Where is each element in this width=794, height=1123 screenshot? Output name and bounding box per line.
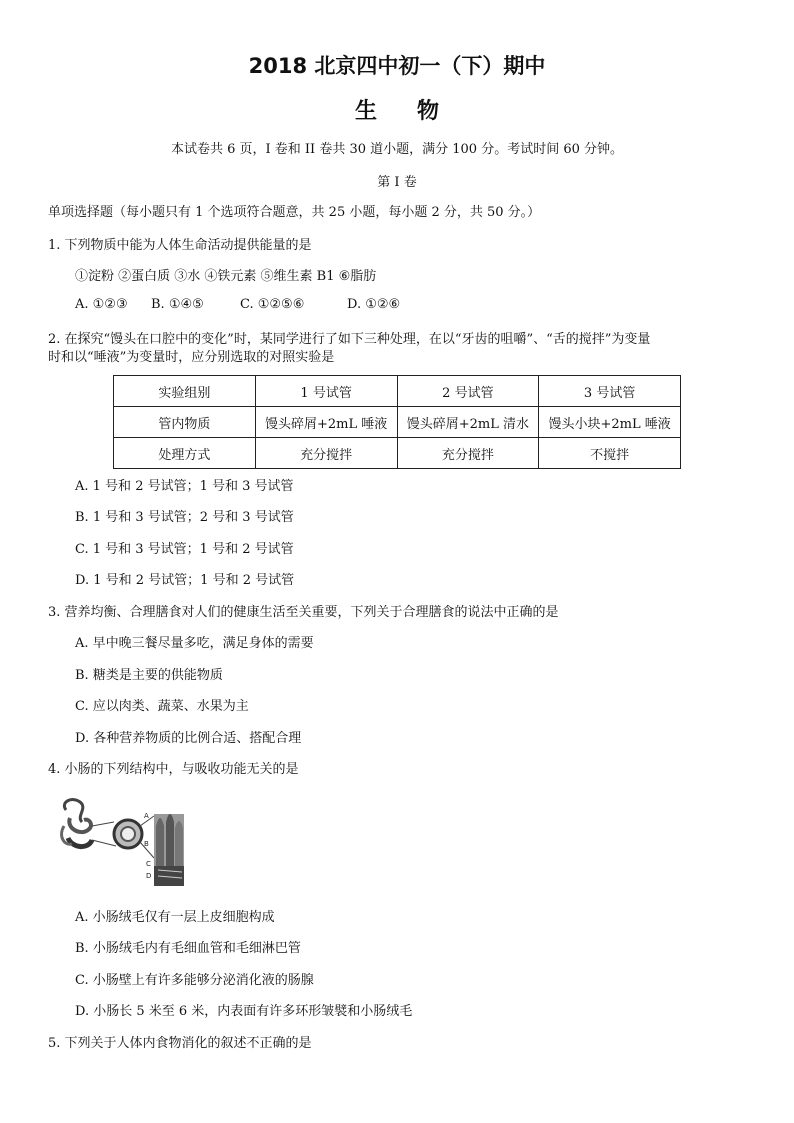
q3-option-c[interactable]: C. 应以肉类、蔬菜、水果为主 [75,699,249,714]
q3-option-d[interactable]: D. 各种营养物质的比例合适、搭配合理 [75,731,302,746]
q3-option-a[interactable]: A. 早中晚三餐尽量多吃，满足身体的需要 [75,636,314,651]
q1-items: ①淀粉 ②蛋白质 ③水 ④铁元素 ⑤维生素 B1 ⑥脂肪 [75,269,377,284]
table-cell: 充分搅拌 [397,438,539,469]
q2-stem-line2: 时和以“唾液”为变量时，应分别选取的对照实验是 [48,350,335,365]
small-intestine-illustration [58,796,186,888]
table-header-row [114,376,681,407]
exam-title: 2018 北京四中初一（下）期中 [248,54,546,78]
table-cell: 实验组别 [114,376,256,407]
table-cell: 馒头小块+2mL 唾液 [539,407,681,438]
exam-intro: 本试卷共 6 页，I 卷和 II 卷共 30 道小题，满分 100 分。考试时间 60 分钟。 [170,142,624,157]
table-row [114,407,681,438]
small-intestine-figure [58,796,186,888]
figure-label-c: C [146,860,151,868]
q4-option-b[interactable]: B. 小肠绒毛内有毛细血管和毛细淋巴管 [75,941,301,956]
q4-option-d[interactable]: D. 小肠长 5 米至 6 米，内表面有许多环形皱襞和小肠绒毛 [75,1004,413,1019]
figure-label-d: D [146,872,152,880]
q4-stem: 4. 小肠的下列结构中，与吸收功能无关的是 [48,762,299,777]
table-cell: 馒头碎屑+2mL 唾液 [255,407,397,438]
table-row [114,438,681,469]
table-cell: 1 号试管 [255,376,397,407]
q5-stem: 5. 下列关于人体内食物消化的叙述不正确的是 [48,1036,312,1051]
table-cell: 处理方式 [114,438,256,469]
q1-option-d[interactable]: D. ①②⑥ [347,297,401,312]
q1-option-b[interactable]: B. ①④⑤ [151,297,204,312]
q4-option-a[interactable]: A. 小肠绒毛仅有一层上皮细胞构成 [75,910,275,925]
section-instruction: 单项选择题（每小题只有 1 个选项符合题意，共 25 小题，每小题 2 分，共 50 分。） [48,205,541,220]
table-cell: 充分搅拌 [255,438,397,469]
q1-option-c[interactable]: C. ①②⑤⑥ [240,297,305,312]
figure-label-b: B [144,840,149,848]
q2-option-d[interactable]: D. 1 号和 2 号试管；1 号和 2 号试管 [75,573,295,588]
q3-stem: 3. 营养均衡、合理膳食对人们的健康生活至关重要，下列关于合理膳食的说法中正确的是 [48,605,559,620]
q4-option-c[interactable]: C. 小肠壁上有许多能够分泌消化液的肠腺 [75,973,314,988]
table-cell: 2 号试管 [397,376,539,407]
q2-experiment-table [113,375,681,469]
q3-option-b[interactable]: B. 糖类是主要的供能物质 [75,668,223,683]
q2-stem-line1: 2. 在探究“馒头在口腔中的变化”时，某同学进行了如下三种处理，在以“牙齿的咀嚼”、“舌的搅拌”为变量 [48,332,651,347]
table-cell: 不搅拌 [539,438,681,469]
table-cell: 3 号试管 [539,376,681,407]
part-heading: 第 I 卷 [377,175,417,190]
q2-option-c[interactable]: C. 1 号和 3 号试管；1 号和 2 号试管 [75,542,294,557]
table-cell: 馒头碎屑+2mL 清水 [397,407,539,438]
q2-option-b[interactable]: B. 1 号和 3 号试管；2 号和 3 号试管 [75,510,294,525]
table-cell: 管内物质 [114,407,256,438]
exam-subject: 生物 [354,99,479,124]
q1-option-a[interactable]: A. ①②③ [75,297,128,312]
figure-label-a: A [144,812,149,820]
q1-stem: 1. 下列物质中能为人体生命活动提供能量的是 [48,238,312,253]
q2-option-a[interactable]: A. 1 号和 2 号试管；1 号和 3 号试管 [75,479,294,494]
